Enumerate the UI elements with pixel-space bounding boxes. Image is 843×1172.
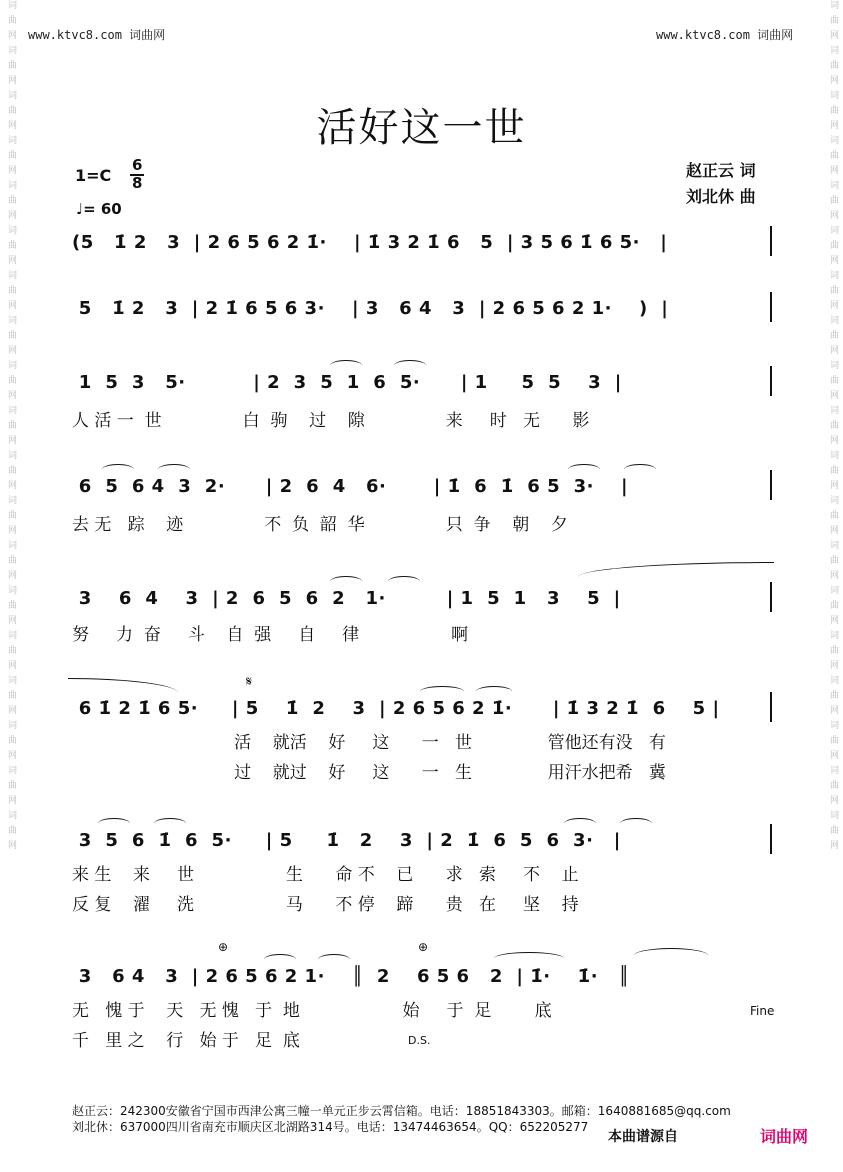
watermark-left: 词曲网词曲网词曲网词曲网词曲网词曲网词曲网词曲网词曲网词曲网词曲网词曲网词曲网词曲网词曲网词曲网词曲网词曲网词曲网 [6,0,16,855]
slur [318,954,350,965]
song-title: 活好这一世 [316,105,527,151]
bar-line [770,582,772,612]
lyric-verse-1: 来 生 来 世 生 命 不 已 求 索 不 止 [72,865,579,885]
fine-marking: Fine [750,1004,775,1018]
bar-line [770,366,772,396]
notes-line: (5 1̇ 2 3 | 2 6 5 6 2 1̇· | 1̇ 3 2 1̇ 6 5 | 3 5 6 1̇ 6 5· | [72,232,668,253]
slur [634,948,708,963]
slur [154,818,186,829]
lyric-verse-1: 努 力 奋 斗 自 强 自 律 啊 [72,625,469,645]
notes-line: 3 6 4 3 | 2 6 5 6 2 1· | 1 5 1 3 5 | [72,588,621,609]
tempo-marking: ♩= 60 [76,200,122,218]
bar-line [770,824,772,854]
slur [620,818,652,829]
slur [330,360,362,371]
lyric-verse-1: 无 愧 于 天 无 愧 于 地 始 于 足 底 [72,1001,552,1021]
slur [102,464,134,475]
score-row-8 [68,940,778,1086]
bar-line [770,470,772,500]
bar-line [770,692,772,722]
dal-segno-marking: D.S. [408,1034,431,1047]
notes-line: 6 5 6 4 3 2· | 2 6 4 6· | 1̇ 6 1̇ 6 5 3· | [72,476,629,497]
bar-line [770,226,772,256]
score-row-6 [68,674,778,818]
composer-credit: 刘北休 曲 [686,187,756,206]
footer-lyricist-contact: 赵正云：242300安徽省宁国市西津公寓三幢一单元正步云霄信箱。电话：18851843303。邮箱：1640881685@qq.com [72,1104,731,1118]
score-row-7 [68,830,778,950]
slur [568,464,600,475]
notes-line: 1 5 3 5· | 2 3 5 1 6 5· | 1 5 5 3 | [72,372,622,393]
notes-line: 3 5 6 1̇ 6 5· | 5 1̇ 2 3 | 2 1̇ 6 5 6 3· | [72,830,621,851]
slur [330,576,362,587]
notes-line: 5 1̇ 2 3 | 2 1̇ 6 5 6 3· | 3 6 4 3 | 2 6 5 6 2 1· ) | [72,298,669,319]
slur [264,954,296,965]
slur [98,818,130,829]
lyric-verse-2: 反 复 濯 洗 马 不 停 蹄 贵 在 坚 持 [72,895,579,915]
site-url-left[interactable]: www.ktvc8.com 词曲网 [28,28,166,42]
watermark-right: 词曲网词曲网词曲网词曲网词曲网词曲网词曲网词曲网词曲网词曲网词曲网词曲网词曲网词曲网词曲网词曲网词曲网词曲网词曲网 [828,0,838,855]
slur [420,686,464,697]
segno-icon: 𝄋 [246,674,253,690]
bar-line [770,292,772,322]
lyric-verse-1: 活 就活 好 这 一 世 管他还有没 有 [72,733,666,753]
time-signature-bottom: 8 [132,174,143,192]
lyric-verse-1: 去 无 踪 迹 不 负 韶 华 只 争 朝 夕 [72,515,568,535]
lyric-verse-2: 过 就过 好 这 一 生 用汗水把希 冀 [72,763,666,783]
coda-icon: ⊕ [418,940,429,954]
lyricist-credit: 赵正云 词 [686,161,756,180]
source-label: 本曲谱源自 [608,1129,678,1145]
slur [388,576,420,587]
slur [158,464,190,475]
notes-line: 3 6 4 3 | 2 6 5 6 2 1· ║ 2 6 5 6 2 | 1̇· 1̇· ║ [72,966,630,987]
slur [476,686,512,697]
slur [494,952,564,965]
notes-line: 6 1̇ 2 1̇ 6 5· | 5 1̇ 2 3 | 2 6 5 6 2 1̇· | 1̇ 3 2 1̇ 6 5 | [72,698,720,719]
time-signature-top: 6 [132,156,143,174]
lyric-verse-2: 千 里 之 行 始 于 足 底 [72,1031,300,1051]
slur [394,360,426,371]
footer-composer-contact: 刘北休：637000四川省南充市顺庆区北湖路314号。电话：13474463654。QQ：652205277 [72,1120,589,1134]
site-logo[interactable]: 词曲网 [760,1127,809,1146]
slur [624,464,656,475]
key-signature: 1=C [75,166,112,185]
lyric-verse-1: 人 活 一 世 白 驹 过 隙 来 时 无 影 [72,411,590,431]
slur [564,818,596,829]
coda-icon: ⊕ [218,940,229,954]
score-row-4 [68,476,778,596]
site-url-right[interactable]: www.ktvc8.com 词曲网 [656,28,794,42]
